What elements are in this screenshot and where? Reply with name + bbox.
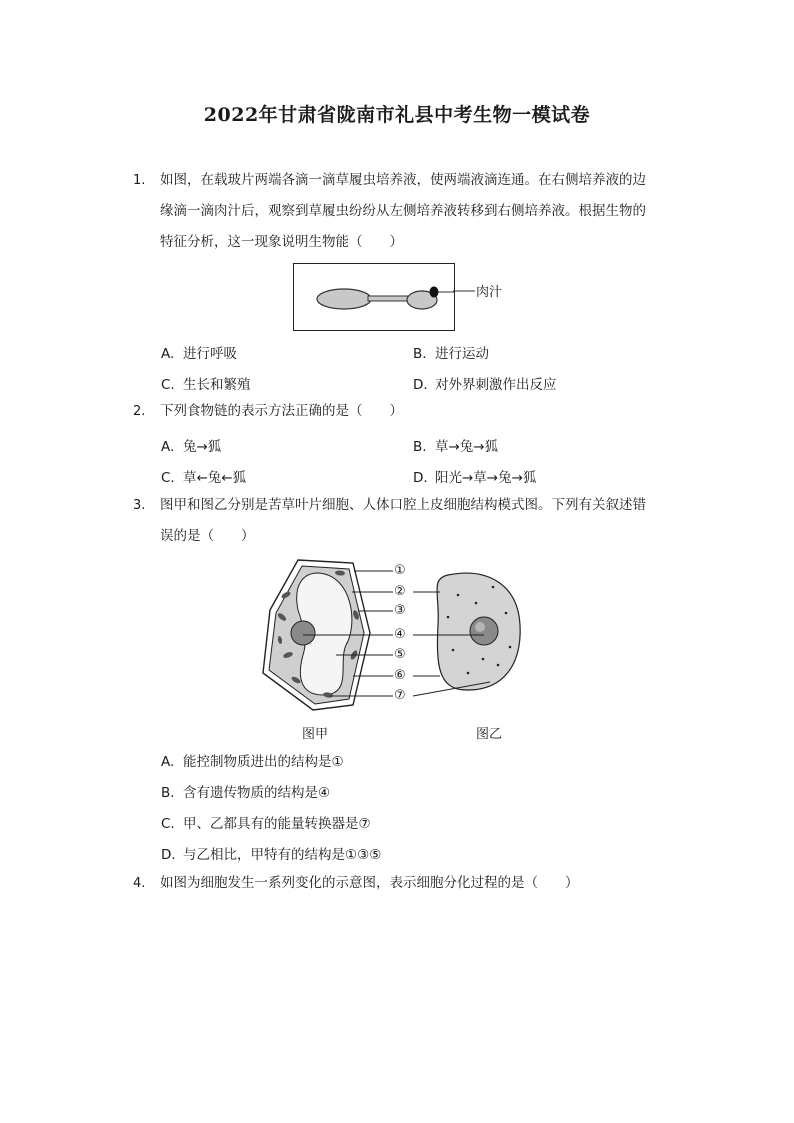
option-text: 阳光→草→兔→狐	[435, 470, 537, 486]
option-text: 兔→狐	[183, 439, 222, 455]
option-a[interactable]	[161, 750, 344, 770]
question-text	[160, 490, 665, 552]
option-text: 进行呼吸	[183, 346, 237, 362]
question-line: 如图，在载玻片两端各滴一滴草履虫培养液，使两端液滴连通。在右侧培养液的边	[160, 172, 646, 188]
meat-juice-label: 肉汁	[476, 285, 503, 300]
option-key: A.	[161, 754, 175, 770]
option-text: 生长和繁殖	[183, 377, 251, 393]
page-title: 2022年甘肃省陇南市礼县中考生物一模试卷	[203, 104, 591, 126]
question-line: 特征分析，这一现象说明生物能（ ）	[160, 234, 403, 250]
question-number: 4.	[133, 876, 146, 891]
question-line: 缘滴一滴肉汁后，观察到草履虫纷纷从左侧培养液转移到右侧培养液。根据生物的	[160, 203, 646, 219]
cell-label-5: ⑤	[394, 647, 406, 662]
option-text: 与乙相比，甲特有的结构是①③⑤	[183, 847, 382, 863]
cell-label-6: ⑥	[394, 668, 406, 683]
option-text: 草←兔←狐	[183, 470, 247, 486]
option-d[interactable]	[413, 373, 557, 393]
slide-figure	[293, 263, 455, 331]
option-key: C.	[161, 470, 175, 486]
cell-label-1: ①	[394, 563, 406, 578]
option-text: 能控制物质进出的结构是①	[183, 754, 344, 770]
option-d[interactable]	[161, 843, 381, 863]
option-key: D.	[161, 847, 176, 863]
cell-label-7: ⑦	[394, 688, 406, 703]
option-b[interactable]	[161, 781, 330, 801]
option-key: C.	[161, 377, 175, 393]
question-text	[160, 396, 665, 427]
option-text: 草→兔→狐	[435, 439, 499, 455]
cell-label-2: ②	[394, 584, 406, 599]
option-key: D.	[413, 377, 428, 393]
slide-diagram	[294, 264, 454, 330]
cell-label-3: ③	[394, 603, 406, 618]
option-text: 含有遗传物质的结构是④	[183, 785, 331, 801]
option-text: 对外界刺激作出反应	[435, 377, 557, 393]
question-line: 如图为细胞发生一系列变化的示意图，表示细胞分化过程的是（ ）	[160, 875, 579, 891]
option-d[interactable]	[413, 466, 536, 486]
human-cell	[437, 573, 520, 690]
option-key: D.	[413, 470, 428, 486]
question-number: 1.	[133, 173, 146, 188]
question-text	[160, 868, 665, 899]
option-key: B.	[413, 346, 427, 362]
option-c[interactable]	[161, 466, 246, 486]
question-line: 误的是（ ）	[160, 528, 255, 544]
caption-figure-yi: 图乙	[476, 727, 503, 742]
option-key: C.	[161, 816, 175, 832]
caption-figure-jia: 图甲	[302, 727, 329, 742]
option-b[interactable]	[413, 435, 498, 455]
option-a[interactable]	[161, 342, 237, 362]
option-c[interactable]	[161, 812, 371, 832]
question-number: 2.	[133, 404, 146, 419]
question-line: 下列食物链的表示方法正确的是（ ）	[160, 403, 403, 419]
option-text: 甲、乙都具有的能量转换器是⑦	[183, 816, 371, 832]
cell-label-4: ④	[394, 627, 406, 642]
option-c[interactable]	[161, 373, 251, 393]
option-a[interactable]	[161, 435, 221, 455]
option-key: A.	[161, 439, 175, 455]
question-text	[160, 165, 665, 258]
option-text: 进行运动	[435, 346, 489, 362]
option-b[interactable]	[413, 342, 489, 362]
question-line: 图甲和图乙分别是苦草叶片细胞、人体口腔上皮细胞结构模式图。下列有关叙述错	[160, 497, 646, 513]
question-number: 3.	[133, 498, 146, 513]
option-key: A.	[161, 346, 175, 362]
option-key: B.	[413, 439, 427, 455]
option-key: B.	[161, 785, 175, 801]
